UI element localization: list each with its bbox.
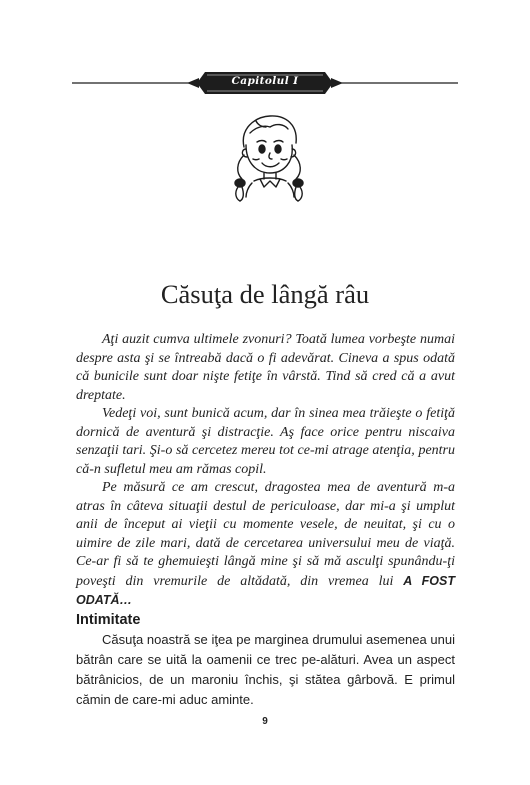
- chapter-label: Capitolul I: [231, 75, 299, 87]
- paragraph-2: Vedeţi voi, sunt bunică acum, dar în sinea mea trăieşte o fetiţă dornică de aventură şi distracţie. Aş face orice pentru niscaiva senzaţii tari. Şi-o să cercetez mereu tot ce-mi atrage atenţia, pentru că-n sufletul meu am rămas copil.: [76, 406, 455, 477]
- section-paragraph: Căsuţa noastră se iţea pe marginea drumului asemenea unui bătrân care se uită la oamenii ce trec pe-alături. Avea un aspect bătrânicios, de un maroniu închis, şi stătea gârbovă. E primul cămin de care-mi aduc aminte.: [76, 632, 455, 707]
- paragraph-1: Aţi auzit cumva ultimele zvonuri? Toată lumea vorbeşte numai despre asta şi se întreabă dacă o fi adevărat. Cineva a spus odată că bunicile sunt doar nişte fetiţe în vârstă. Tind să cred că a avut dreptate.: [76, 332, 455, 403]
- paragraph-3-text: Pe măsură ce am crescut, dragostea mea de aventură m-a atras în câteva situaţii destul de periculoase, dar mi-a şi umplut anii de început ai vieţii cu momente vesele, de neuitat, şi cu o uimire de zile mari, dată de cercetarea universului meu de viaţă. Ce-ar fi să te ghemuieşti lângă mine şi să mă asculţi spunându-ţi poveşti din vremurile de altădată, din vremea lui: [76, 480, 455, 589]
- girl-illustration-icon: [226, 107, 312, 207]
- page-number: 9: [262, 716, 268, 727]
- chapter-title: Căsuţa de lângă râu: [160, 279, 370, 309]
- section-heading: Intimitate: [76, 612, 141, 628]
- closing-phrase: A FOST ODATĂ…: [76, 573, 455, 607]
- paragraph-3: [76, 479, 455, 611]
- chapter-banner: [0, 69, 530, 97]
